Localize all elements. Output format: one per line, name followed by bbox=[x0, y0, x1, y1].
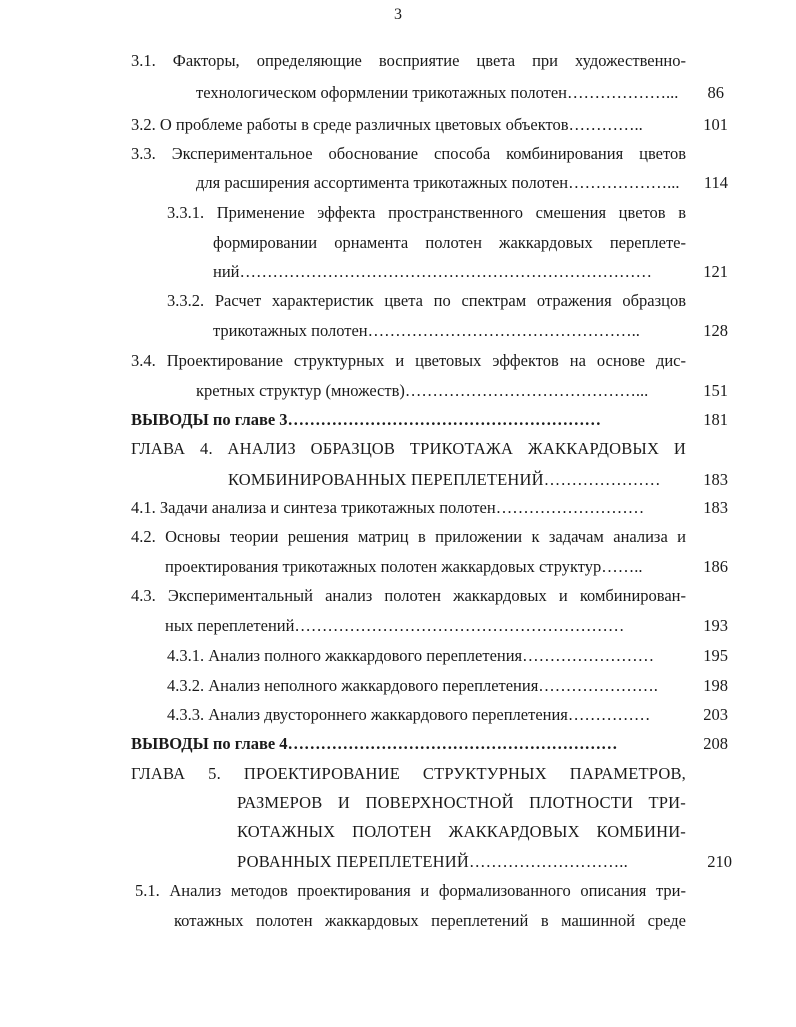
toc-line: РОВАННЫХ ПЕРЕПЛЕТЕНИЙ……………………….. bbox=[237, 852, 628, 871]
toc-line: ВЫВОДЫ по главе 4…………………………………………………… bbox=[131, 734, 618, 753]
toc-page-number: 181 bbox=[703, 410, 728, 429]
toc-line: трикотажных полотен………………………………………….. bbox=[213, 321, 640, 340]
toc-line: ГЛАВА 5. ПРОЕКТИРОВАНИЕ СТРУКТУРНЫХ ПАРАМЕТРОВ, bbox=[131, 764, 686, 783]
toc-page-number: 195 bbox=[703, 646, 728, 665]
toc-line: 4.3. Экспериментальный анализ полотен жаккардовых и комбинирован- bbox=[131, 586, 686, 605]
toc-page-number: 121 bbox=[703, 262, 728, 281]
toc-line: ГЛАВА 4. АНАЛИЗ ОБРАЗЦОВ ТРИКОТАЖА ЖАККАРДОВЫХ И bbox=[131, 439, 686, 458]
toc-page-number: 128 bbox=[703, 321, 728, 340]
toc-line: котажных полотен жаккардовых переплетений в машинной среде bbox=[174, 911, 686, 930]
toc-line: 5.1. Анализ методов проектирования и формализованного описания три- bbox=[135, 881, 686, 900]
toc-line: формировании орнамента полотен жаккардовых переплете- bbox=[213, 233, 686, 252]
toc-line: кретных структур (множеств)……………………………………... bbox=[196, 381, 649, 400]
page-number: 3 bbox=[394, 6, 402, 23]
toc-line: 3.1. Факторы, определяющие восприятие цвета при художественно- bbox=[131, 51, 686, 70]
toc-page-number: 198 bbox=[703, 676, 728, 695]
toc-line: РАЗМЕРОВ И ПОВЕРХНОСТНОЙ ПЛОТНОСТИ ТРИ- bbox=[237, 793, 686, 812]
toc-line: КОТАЖНЫХ ПОЛОТЕН ЖАККАРДОВЫХ КОМБИНИ- bbox=[237, 822, 686, 841]
toc-page-number: 193 bbox=[703, 616, 728, 635]
toc-page-number: 183 bbox=[703, 498, 728, 517]
toc-line: 3.3.1. Применение эффекта пространственного смешения цветов в bbox=[167, 203, 686, 222]
toc-line: проектирования трикотажных полотен жаккардовых структур…….. bbox=[165, 557, 643, 576]
toc-page-number: 186 bbox=[703, 557, 728, 576]
toc-page-number: 114 bbox=[703, 173, 728, 192]
toc-line: ний………………………………………………………………… bbox=[213, 262, 652, 281]
toc-line: 3.3. Экспериментальное обоснование способа комбинирования цветов bbox=[131, 144, 686, 163]
toc-line: 4.3.3. Анализ двустороннего жаккардового переплетения…………… bbox=[167, 705, 651, 724]
toc-line: технологическом оформлении трикотажных полотен………………... bbox=[196, 83, 679, 102]
toc-page-number: 101 bbox=[703, 115, 728, 134]
toc-page-number: 210 bbox=[707, 852, 732, 871]
toc-line: для расширения ассортимента трикотажных полотен………………... bbox=[196, 173, 680, 192]
toc-line: 3.2. О проблеме работы в среде различных цветовых объектов………….. bbox=[131, 115, 643, 134]
toc-line: 4.1. Задачи анализа и синтеза трикотажных полотен……………………… bbox=[131, 498, 645, 517]
toc-line: ВЫВОДЫ по главе 3………………………………………………… bbox=[131, 410, 602, 429]
toc-line: КОМБИНИРОВАННЫХ ПЕРЕПЛЕТЕНИЙ………………… bbox=[228, 470, 661, 489]
toc-page-number: 183 bbox=[703, 470, 728, 489]
toc-line: 4.3.1. Анализ полного жаккардового переплетения…………………… bbox=[167, 646, 655, 665]
toc-page-number: 208 bbox=[703, 734, 728, 753]
toc-page-number: 151 bbox=[703, 381, 728, 400]
toc-line: 4.3.2. Анализ неполного жаккардового переплетения…………………. bbox=[167, 676, 658, 695]
toc-line: 3.3.2. Расчет характеристик цвета по спектрам отражения образцов bbox=[167, 291, 686, 310]
toc-line: ных переплетений…………………………………………………… bbox=[165, 616, 625, 635]
toc-page-number: 203 bbox=[703, 705, 728, 724]
toc-line: 3.4. Проектирование структурных и цветовых эффектов на основе дис- bbox=[131, 351, 686, 370]
toc-page-number: 86 bbox=[707, 83, 724, 102]
toc-line: 4.2. Основы теории решения матриц в приложении к задачам анализа и bbox=[131, 527, 686, 546]
